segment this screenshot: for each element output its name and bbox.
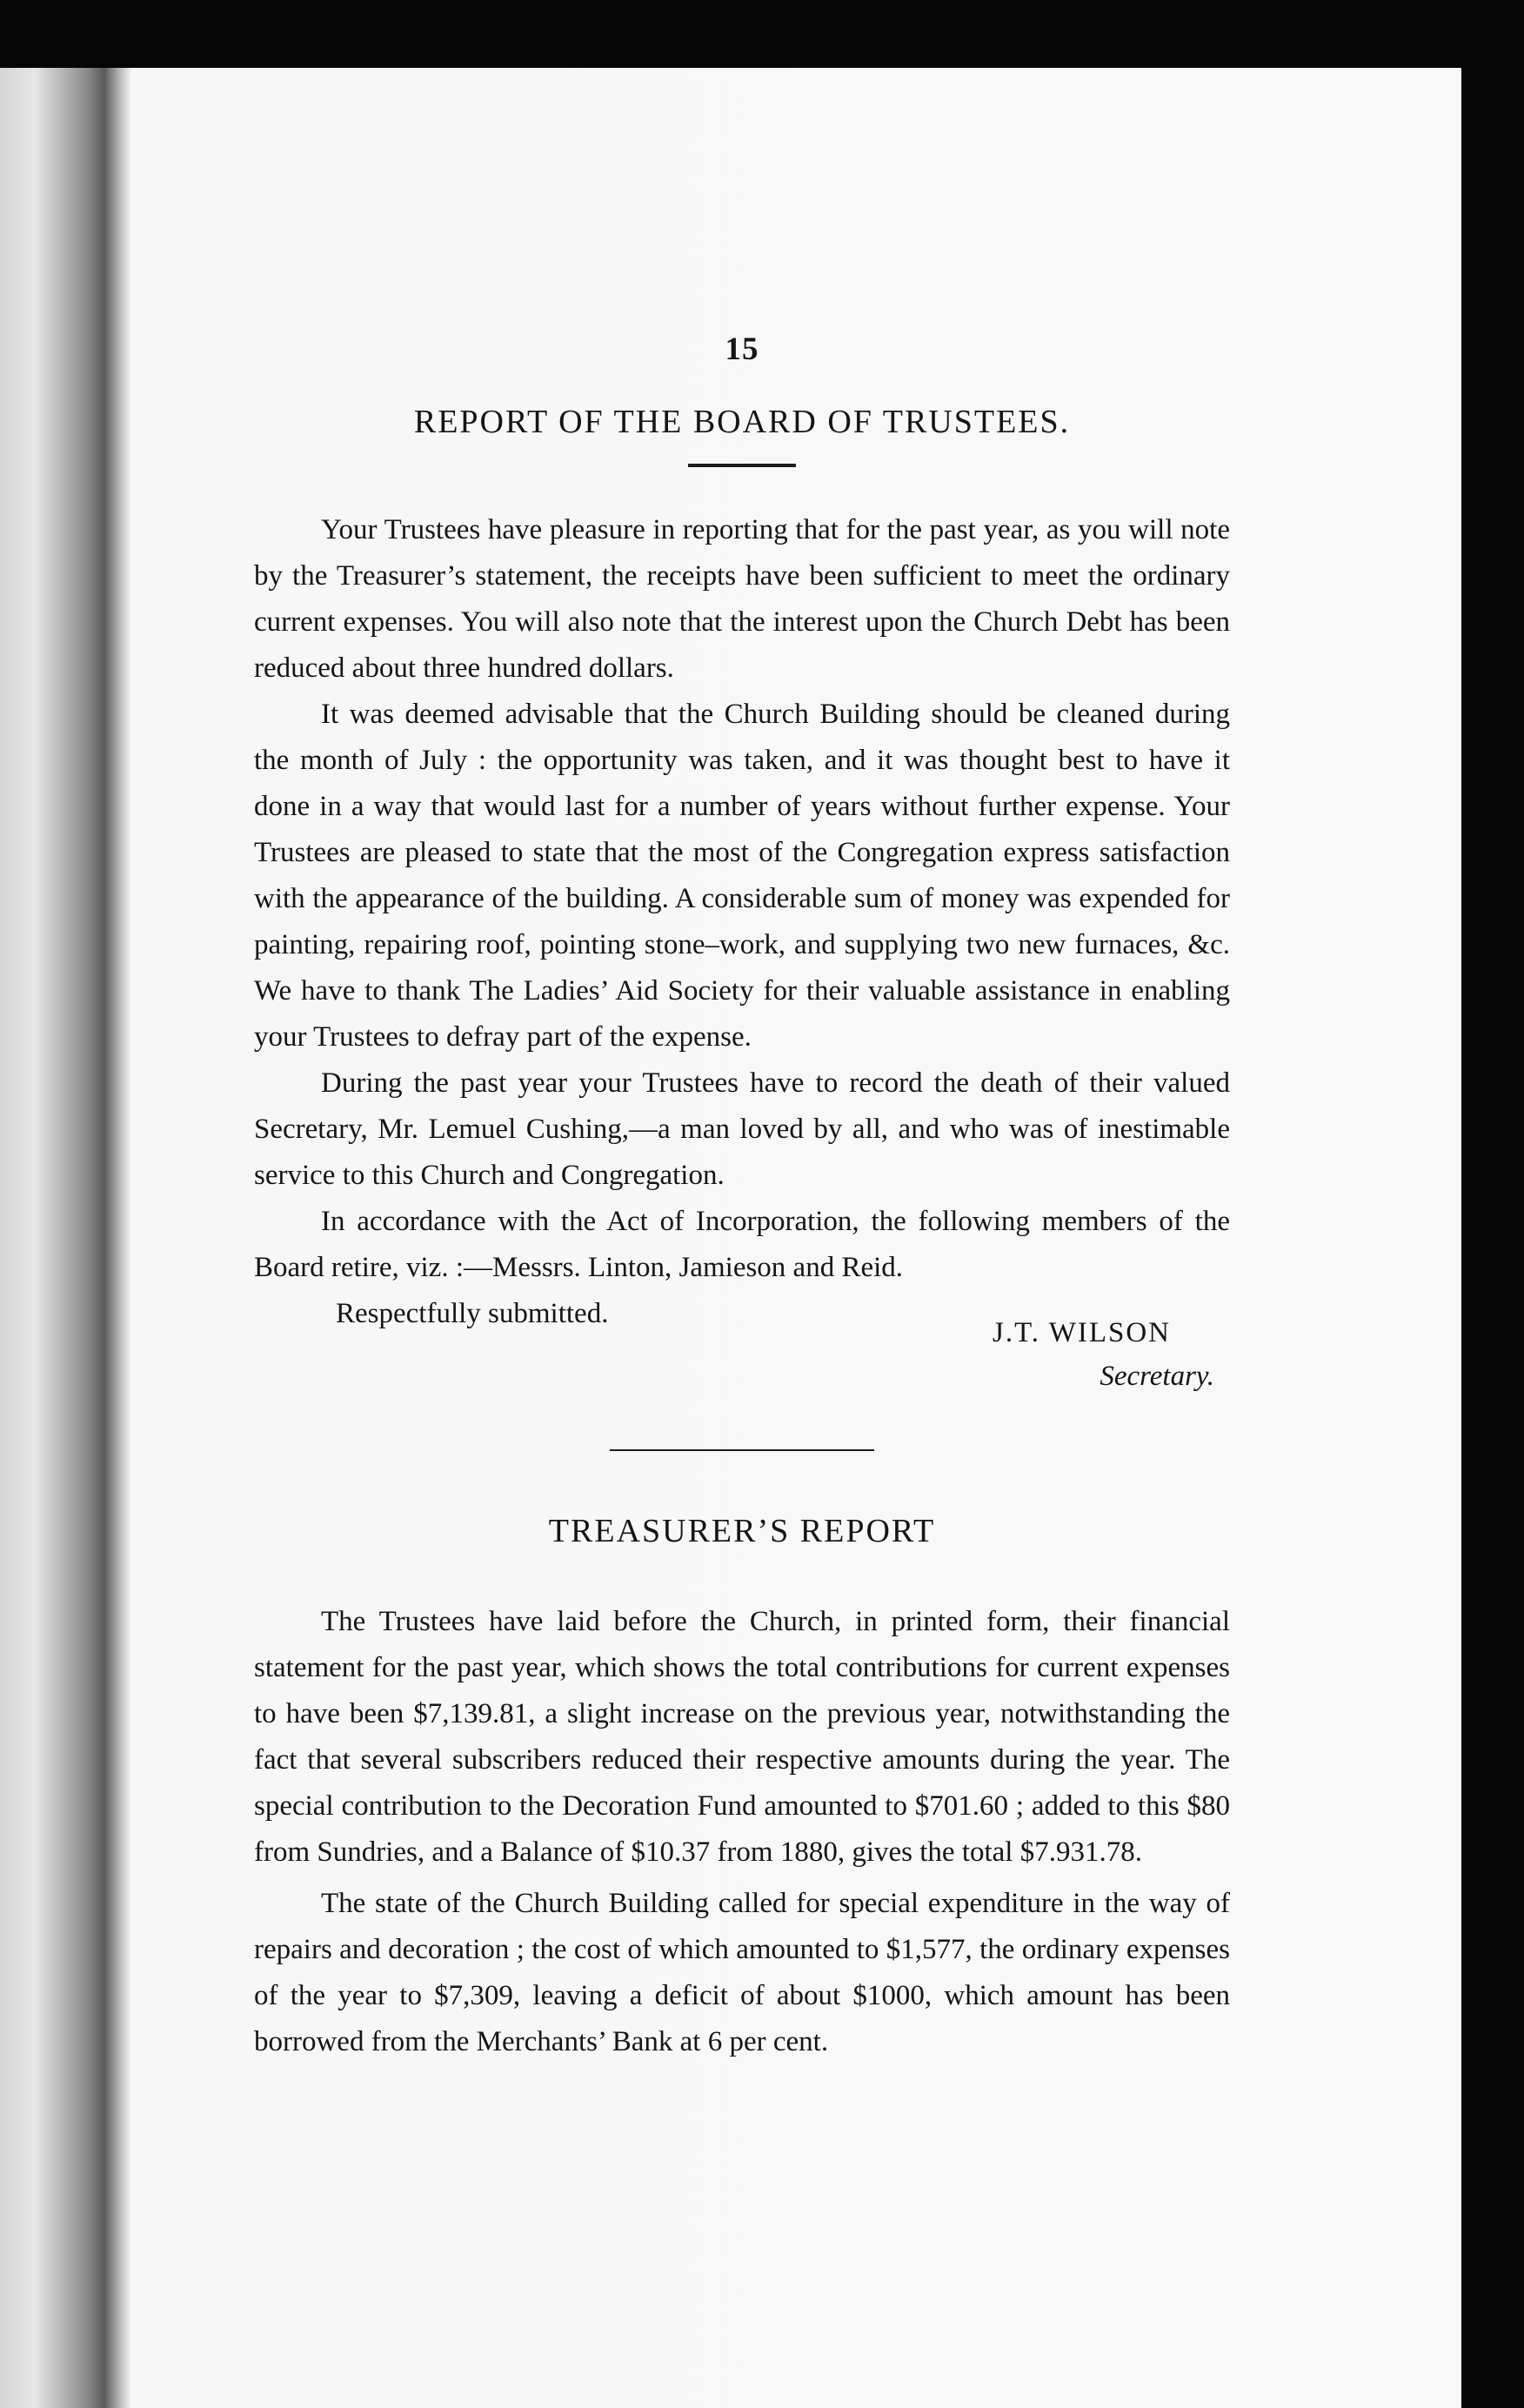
signature-name: J.T. WILSON [992,1317,1171,1348]
closing-line: Respectfully submitted. [336,1298,609,1329]
treasurers-report-title: TREASURER’S REPORT [548,1513,936,1549]
trustees-report-section [254,403,1230,1395]
section-divider [610,1449,874,1451]
treasurer-paragraph-1: The Trustees have laid before the Church, in printed form, their financial statement for the past year, which shows the total contributions for current expenses to have been $7,139.81, a slight increase on the previous year, notwithstanding the fact that several subscribers reduced their respective amounts during the year. The special contribution to the Decoration Fund amounted to $701.60 ; added to this $80 from Sundries, and a Balance of $10.37 from 1880, gives the total $7.931.78. [254,1606,1230,1868]
signature-title: Secretary. [1100,1361,1214,1392]
page-content [254,331,1230,2065]
treasurer-paragraph-2: The state of the Church Building called for special expenditure in the way of repairs and decoration ; the cost of which amounted to $1,577, the ordinary expenses of the year to $7,309, leaving a deficit of about $1000, which amount has been borrowed from the Merchants’ Bank at 6 per cent. [254,1888,1230,2057]
trustees-paragraph-2: It was deemed advisable that the Church Building should be cleaned during the month of July : the opportunity was taken, and it was thought best to have it done in a way that would last for a number of years without further expense. Your Trustees are pleased to state that the most of the Congregation express satisfaction with the appearance of the building. A considerable sum of money was expended for painting, repairing roof, pointing stone–work, and supplying two new furnaces, &c. We have to thank The Ladies’ Aid Society for their valuable assistance in enabling your Trustees to defray part of the expense. [254,699,1230,1053]
title-divider [688,464,796,467]
signature-block [254,1291,1230,1395]
binding-gutter [0,68,130,2408]
treasurers-report-section [254,1512,1230,2065]
page-number: 15 [725,331,759,367]
trustees-paragraph-3: During the past year your Trustees have to record the death of their valued Secretary, Mr. Lemuel Cushing,—a man loved by all, and who was of inestimable service to this Church and Congregation. [254,1067,1230,1191]
trustees-paragraph-4: In accordance with the Act of Incorporation, the following members of the Board retire, viz. :—Messrs. Linton, Jamieson and Reid. [254,1206,1230,1283]
trustees-report-title: REPORT OF THE BOARD OF TRUSTEES. [413,404,1071,440]
trustees-paragraph-1: Your Trustees have pleasure in reporting that for the past year, as you will note by the Treasurer’s statement, the receipts have been sufficient to meet the ordinary current expenses. You will also note that the interest upon the Church Debt has been reduced about three hundred dollars. [254,514,1230,684]
